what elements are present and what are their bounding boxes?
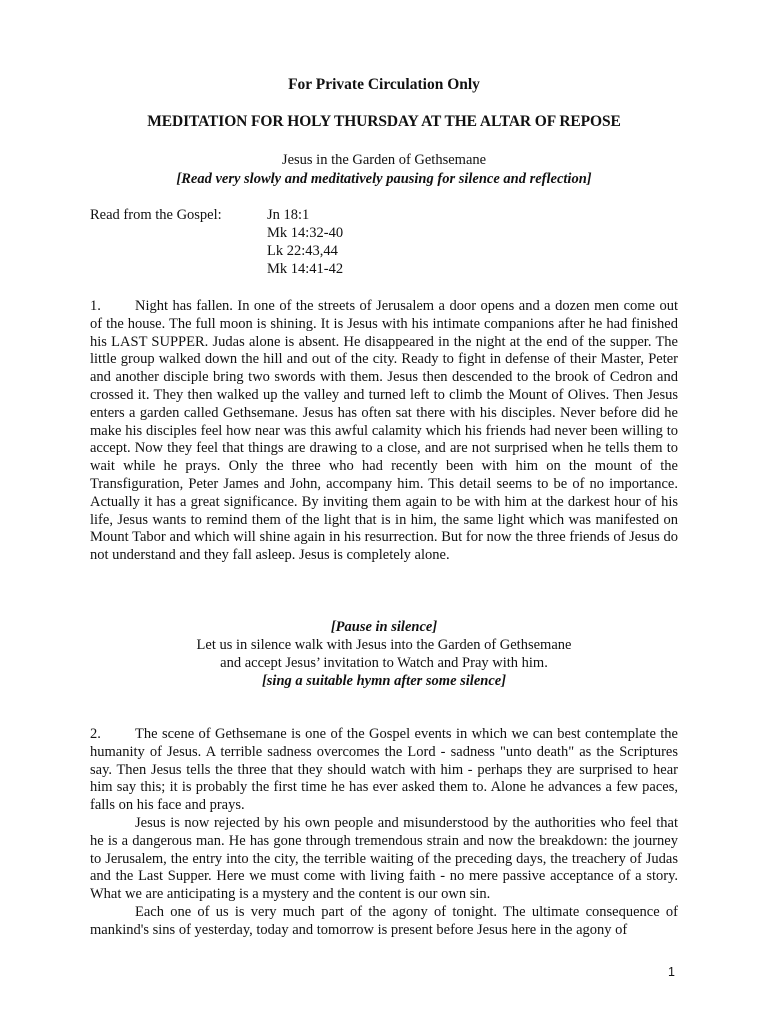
section-paragraph: Each one of us is very much part of the agony of tonight. The ultimate consequence of mankind's sins of yesterday, today and tomorrow is present before Jesus here in the agony of [90,903,678,938]
meditation-section-1 [90,298,678,565]
gospel-ref: Jn 18:1 [267,207,310,223]
document-subtitle: Jesus in the Garden of Gethsemane [281,152,487,168]
section-paragraph: Jesus is now rejected by his own people and misunderstood by the authorities who feel that he is a dangerous man. He has gone through tremendous strain and now the breakdown: the journey to Jerusalem, the entry into the city, the terrible waiting of the preceding days, the treachery of Judas and the Last Supper. Here we must come with living faith - no mere passive acceptance of a story. What we are anticipating is a mystery and the content is our own sin. [90,814,678,903]
document-title: MEDITATION FOR HOLY THURSDAY AT THE ALTAR OF REPOSE [147,113,621,130]
reading-instruction: [Read very slowly and meditatively pausing for silence and reflection] [176,171,592,187]
gospel-ref: Mk 14:32-40 [267,225,344,241]
section-text: Night has fallen. In one of the streets of Jerusalem a door opens and a dozen men come out of the house. The full moon is shining. It is Jesus with his intimate companions after he had finished his LAST SUPPER. Judas alone is absent. He disappeared in the night at the end of the supper. The little group walked down the hill and out of the city. Ready to fight in defense of their Master, Peter and another disciple bring two swords with them. Jesus then descended to the brook of Cedron and crossed it. They then walked up the valley and turned left to climb the Mount of Olives. Then Jesus enters a garden called Gethsemane. Jesus has often sat there with his disciples. Never before did he make his disciples feel how near was this awful calamity which his friends had never been willing to accept. Now they feel that things are drawing to a close, and are not surprised when he tells them to wait while he prays. Only the three who had recently been with him on the mount of the Transfiguration, Peter James and John, accompany him. This detail seems to be of no importance. Actually it has a great significance. By inviting them again to be with him at the darkest hour of his life, Jesus wants to remind them of the light that is in him, the same light which was manifested on Mount Tabor and which will shine again in his resurrection. But for now the three friends of Jesus do not understand and they fall asleep. Jesus is completely alone. [90,298,678,564]
gospel-reading-label: Read from the Gospel: [90,207,222,223]
pause-heading: [Pause in silence] [330,619,438,635]
pause-block [90,618,678,690]
document-page [90,0,678,1024]
section-paragraph [90,726,678,815]
section-number: 1. [90,298,101,314]
meditation-section-2 [90,726,678,940]
gospel-ref: Mk 14:41-42 [267,261,344,277]
pause-line: and accept Jesus’ invitation to Watch and Pray with him. [220,655,548,671]
section-text: The scene of Gethsemane is one of the Gospel events in which we can best contemplate the humanity of Jesus. A terrible sadness overcomes the Lord - sadness "unto death" as the Scriptures say. Then Jesus tells the three that they should watch with him - perhaps they are surprised to hear him say this; it is probably the first time he has ever asked them to. Alone he advances a few paces, falls on his face and prays. [90,726,678,814]
circulation-notice: For Private Circulation Only [288,76,480,93]
page-number: 1 [668,965,675,979]
pause-line: Let us in silence walk with Jesus into the Garden of Gethsemane [196,637,572,653]
gospel-reading-references [267,206,343,278]
section-number: 2. [90,726,101,742]
hymn-instruction: [sing a suitable hymn after some silence] [261,673,507,689]
gospel-ref: Lk 22:43,44 [267,243,338,259]
